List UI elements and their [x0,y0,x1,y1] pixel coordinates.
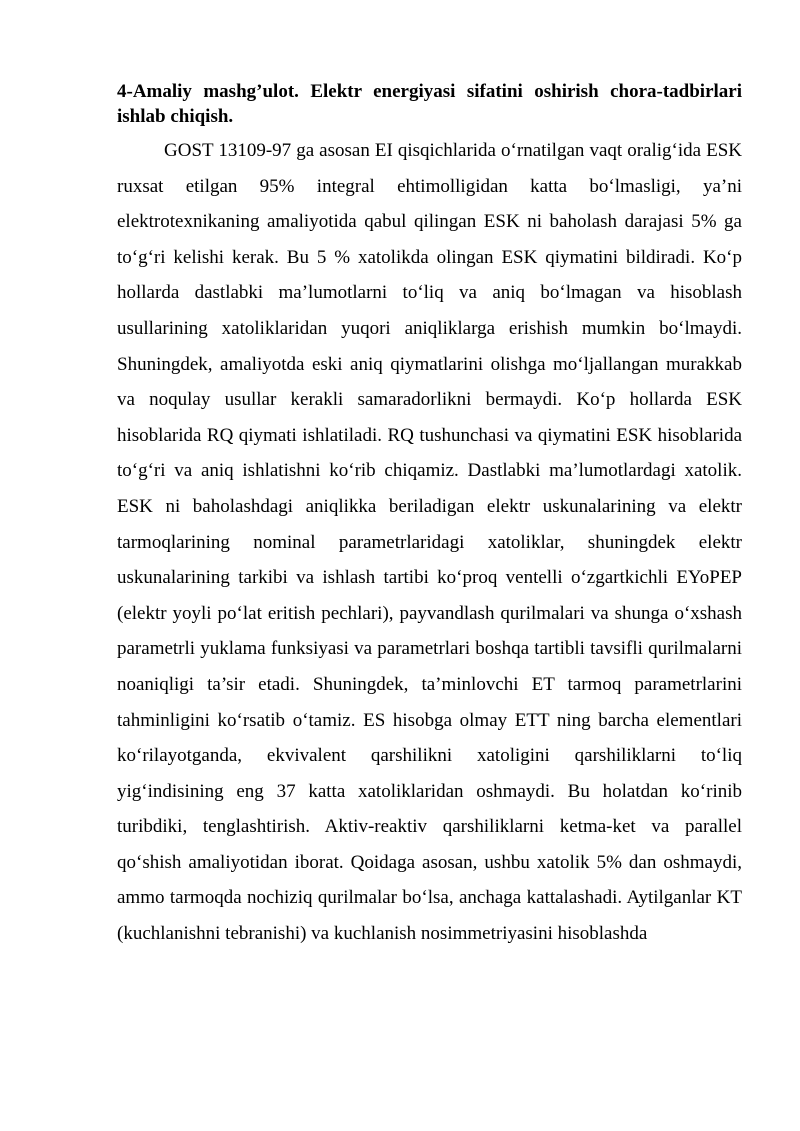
document-page [117,79,742,952]
section-heading: 4-Amaliy mashg’ulot. Elektr energiyasi sifatini oshirish chora-tadbirlari ishlab chiqish. [117,81,742,127]
body-paragraph: GOST 13109-97 ga asosan EI qisqichlarida o‘rnatilgan vaqt oralig‘ida ESK ruxsat etilgan 95% integral ehtimolligidan katta bo‘lmasligi, ya’ni elektrotexnikaning amaliyotida qabul qilingan ESK ni baholash darajasi 5% ga to‘g‘ri kelishi kerak. Bu 5 % xatolikda olingan ESK qiymatini bildiradi. Ko‘p hollarda dastlabki ma’lumotlarni to‘liq va aniq bo‘lmagan va hisoblash usullarining xatoliklaridan yuqori aniqliklarga erishish mumkin bo‘lmaydi. Shuningdek, amaliyotda eski aniq qiymatlarini olishga mo‘ljallangan murakkab va noqulay usullar kerakli samaradorlikni bermaydi. Ko‘p hollarda ESK hisoblarida RQ qiymati ishlatiladi. RQ tushunchasi va qiymatini ESK hisoblarida to‘g‘ri va aniq ishlatishni ko‘rib chiqamiz. Dastlabki ma’lumotlardagi xatolik. ESK ni baholashdagi aniqlikka beriladigan elektr uskunalarining va elektr tarmoqlarining nominal parametrlaridagi xatoliklar, shuningdek elektr uskunalarining tarkibi va ishlash tartibi ko‘proq ventelli o‘zgartkichli EYoPEP (elektr yoyli po‘lat eritish pechlari), payvandlash qurilmalari va shunga o‘xshash parametrli yuklama funksiyasi va parametrlari boshqa tartibli tavsifli qurilmalarni noaniqligi ta’sir etadi. Shuningdek, ta’minlovchi ET tarmoq parametrlarini tahminligini ko‘rsatib o‘tamiz. ES hisobga olmay ETT ning barcha elementlari ko‘rilayotganda, ekvivalent qarshilikni xatoligini qarshiliklarni to‘liq yig‘indisining eng 37 katta xatoliklaridan oshmaydi. Bu holatdan ko‘rinib turibdiki, tenglashtirish. Aktiv-reaktiv qarshiliklarni ketma-ket va parallel qo‘shish amaliyotidan iborat. Qoidaga asosan, ushbu xatolik 5% dan oshmaydi, ammo tarmoqda nochiziq qurilmalar bo‘lsa, anchaga kattalashadi. Aytilganlar KT (kuchlanishni tebranishi) va kuchlanish nosimmetriyasini hisoblashda [117,140,742,945]
